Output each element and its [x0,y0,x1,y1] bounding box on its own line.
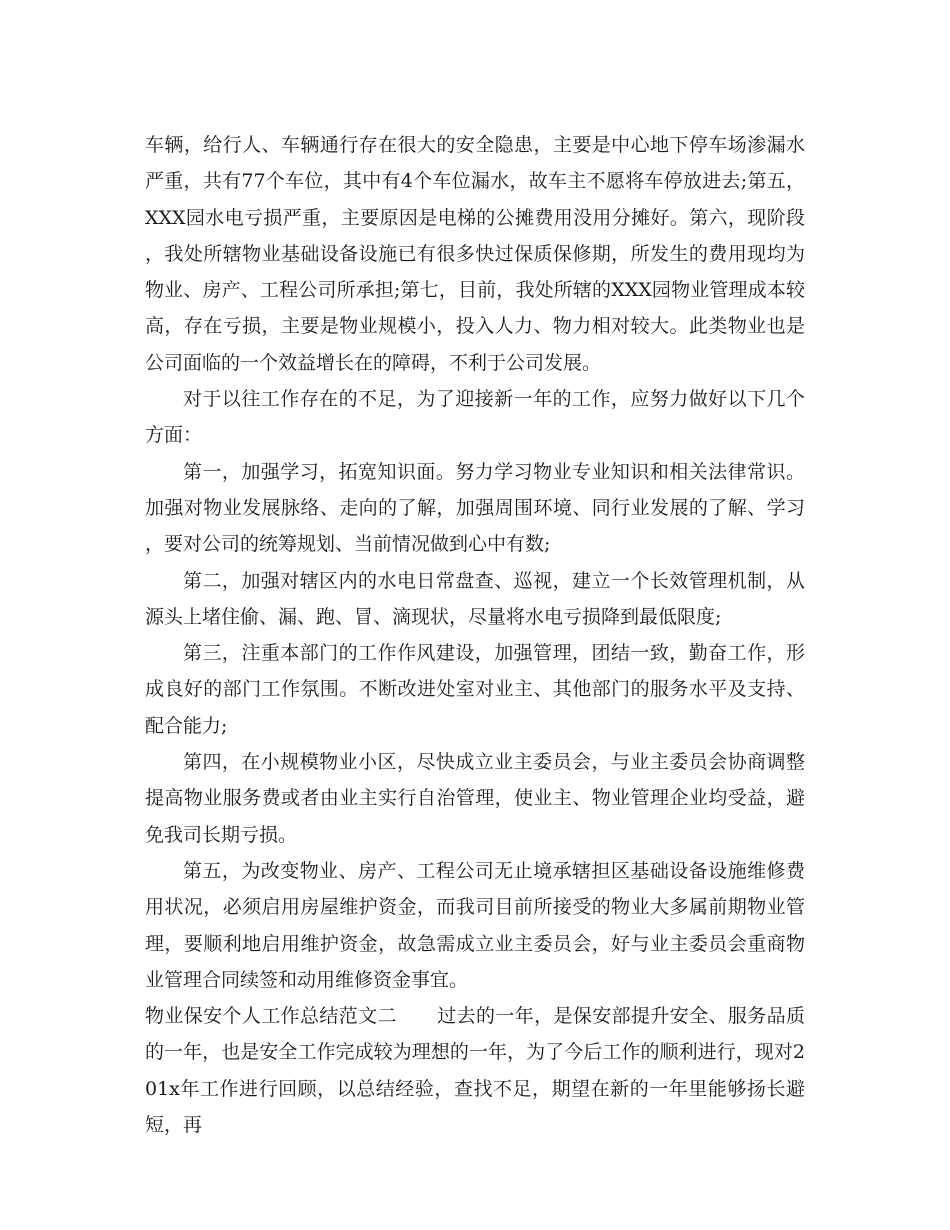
paragraph-point-4: 第四，在小规模物业小区，尽快成立业主委员会，与业主委员会协商调整提高物业服务费或者由业主实行自治管理，使业主、物业管理企业均受益，避免我司长期亏损。 [145,751,805,846]
paragraph-point-3: 第三，注重本部门的工作作风建设，加强管理，团结一致，勤奋工作，形成良好的部门工作氛围。不断改进处室对业主、其他部门的服务水平及支持、配合能力; [145,642,805,737]
paragraph-point-2: 第二，加强对辖区内的水电日常盘查、巡视，建立一个长效管理机制，从源头上堵住偷、漏、跑、冒、滴现状，尽量将水电亏损降到最低限度; [145,569,805,628]
section-text: 过去的一年，是保安部提升安全、服务品质的一年，也是安全工作完成较为理想的一年，为了今后工作的顺利进行，现对201x年工作进行回顾，以总结经验，查找不足，期望在新的一年里能够扬长避短，再 [145,1005,805,1137]
document-body [145,127,805,1143]
paragraph-continuation: 车辆，给行人、车辆通行存在很大的安全隐患，主要是中心地下停车场渗漏水严重，共有77个车位，其中有4个车位漏水，故车主不愿将车停放进去;第五，XXX园水电亏损严重，主要原因是电梯的公摊费用没用分摊好。第六，现阶段，我处所辖物业基础设备设施已有很多快过保质保修期，所发生的费用现均为物业、房产、工程公司所承担;第七，目前，我处所辖的XXX园物业管理成本较高，存在亏损，主要是物业规模小，投入人力、物力相对较大。此类物业也是公司面临的一个效益增长在的障碍，不利于公司发展。 [145,134,805,374]
paragraph-intro-improvements: 对于以往工作存在的不足，为了迎接新一年的工作，应努力做好以下几个方面： [145,388,805,447]
paragraph-point-1: 第一，加强学习，拓宽知识面。努力学习物业专业知识和相关法律常识。加强对物业发展脉络、走向的了解，加强周围环境、同行业发展的了解、学习，要对公司的统筹规划、当前情况做到心中有数; [145,460,805,556]
section-paragraph [145,998,805,1143]
section-title: 物业保安个人工作总结范文二 [145,1005,397,1028]
paragraph-point-5: 第五，为改变物业、房产、工程公司无止境承辖担区基础设备设施维修费用状况，必须启用房屋维护资金，而我司目前所接受的物业大多属前期物业管理，要顺利地启用维护资金，故急需成立业主委员会，好与业主委员会重商物业管理合同续签和动用维修资金事宜。 [145,859,805,991]
